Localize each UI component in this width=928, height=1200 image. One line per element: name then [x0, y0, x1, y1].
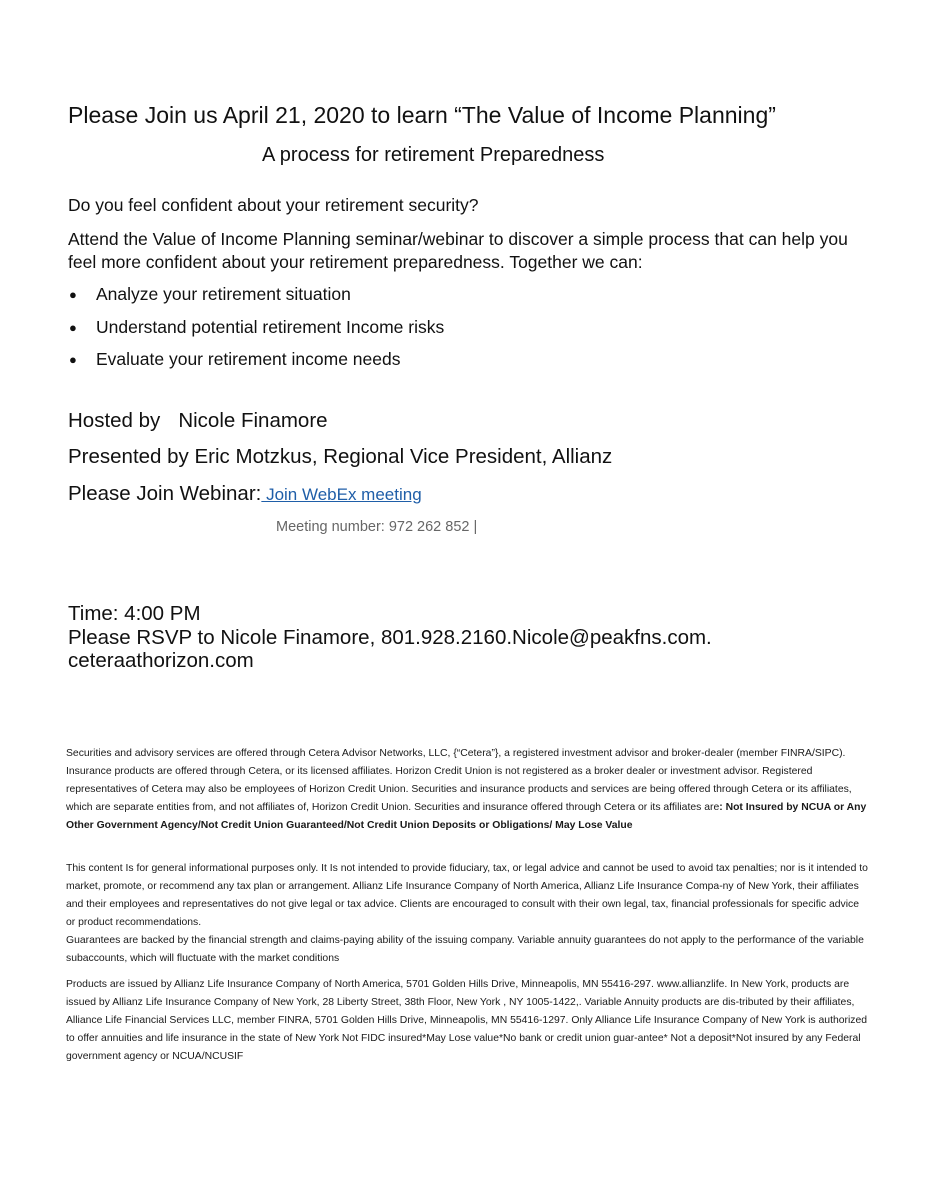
- hosted-by-label: Hosted by: [68, 409, 161, 432]
- guarantees-disclosure-text: Guarantees are backed by the financial strength and claims-paying ability of the issuing company. Variable annuity guarantees do not apply to the performance of the variable subaccounts, which will fluctuate with the market conditions: [66, 935, 864, 964]
- products-disclosure: [66, 976, 871, 1066]
- host-name: Nicole Finamore: [178, 409, 328, 432]
- benefits-list: [68, 284, 828, 382]
- general-disclosure: [66, 860, 871, 968]
- meeting-number: Meeting number: 972 262 852 |: [276, 519, 478, 535]
- page-title: Please Join us April 21, 2020 to learn “The Value of Income Planning”: [68, 102, 776, 128]
- list-item-text: Understand potential retirement Income risks: [96, 316, 445, 337]
- list-item: [68, 349, 828, 382]
- products-disclosure-text: Products are issued by Allianz Life Insurance Company of North America, 5701 Golden Hills Drive, Minneapolis, MN 55416-297. www.allianzlife. In New York, products are issued by Allianz Life Insurance Company of New York, 28 Liberty Street, 38th Floor, New York , NY 1005-1422,. Variable Annuity products are dis-tributed by their affiliates, Alliance Life Financial Services LLC, member FINRA, 5701 Golden Hills Drive, Minneapolis, MN 55416-1297. Only Alliance Life Insurance Company of New York is authorized to offer annuities and life insurance in the state of New York Not FIDC insured*May Lose value*No bank or credit union guar-antee* Not a deposit*Not insured by any Federal government agency or NCUA/NCUSIF: [66, 979, 868, 1062]
- general-disclosure-text: This content Is for general informational purposes only. It Is not intended to provide fiduciary, tax, or legal advice and cannot be used to avoid tax penalties; nor is it intended to market, promote, or recommend any tax plan or arrangement. Allianz Life Insurance Company of North America, Allianz Life Insurance Compa-ny of New York, their affiliates and their employees and representatives do not give legal or tax advice. Clients are encouraged to consult with their own legal, tax, financial professionals for specific advice or product recommendations.: [66, 863, 868, 928]
- bullet-icon: ●: [69, 352, 77, 367]
- list-item-text: Analyze your retirement situation: [96, 284, 351, 304]
- bullet-icon: ●: [69, 319, 77, 335]
- contact-block: [68, 602, 712, 673]
- securities-disclosure: [66, 745, 871, 835]
- intro-paragraph: Attend the Value of Income Planning seminar/webinar to discover a simple process that can help you feel more confident about your retirement preparedness. Together we can:: [68, 229, 848, 272]
- webinar-line: [68, 482, 422, 506]
- list-item-text: Evaluate your retirement income needs: [96, 349, 401, 369]
- securities-disclosure-text: Securities and advisory services are offered through Cetera Advisor Networks, LLC, {“Cetera”}, a registered investment advisor and broker-dealer (member FINRA/SIPC). Insurance products are offered through Cetera, or its licensed affiliates. Horizon Credit Union is not registered as a broker dealer or investment advisor. Registered representatives of Cetera may also be employees of Horizon Credit Union. Securities and insurance products and services are being offered through Cetera or its affiliates, which are separate entities from, and not affiliates of, Horizon Credit Union. Securities and insurance offered through Cetera or its affiliates are: [66, 748, 852, 813]
- hosted-by-line: [68, 409, 328, 433]
- join-webex-link[interactable]: Join WebEx meeting: [261, 485, 422, 504]
- securities-disclosure-bold: : Not Insured by NCUA or Any Other Government Agency/Not Credit Union Guaranteed/Not Credit Union Deposits or Obligations/ May Lose Value: [66, 802, 867, 831]
- intro-question: Do you feel confident about your retirement security?: [68, 195, 479, 215]
- event-time: Time: 4:00 PM: [68, 602, 201, 625]
- list-item: [68, 317, 828, 350]
- page-subtitle: A process for retirement Preparedness: [262, 144, 605, 166]
- webinar-label: Please Join Webinar:: [68, 482, 262, 505]
- presented-by-line: Presented by Eric Motzkus, Regional Vice President, Allianz: [68, 445, 613, 468]
- bullet-icon: ●: [69, 287, 77, 302]
- rsvp-line: Please RSVP to Nicole Finamore, 801.928.2160.Nicole@peakfns.com.: [68, 625, 712, 649]
- website-line: ceteraathorizon.com: [68, 649, 254, 672]
- list-item: [68, 284, 828, 317]
